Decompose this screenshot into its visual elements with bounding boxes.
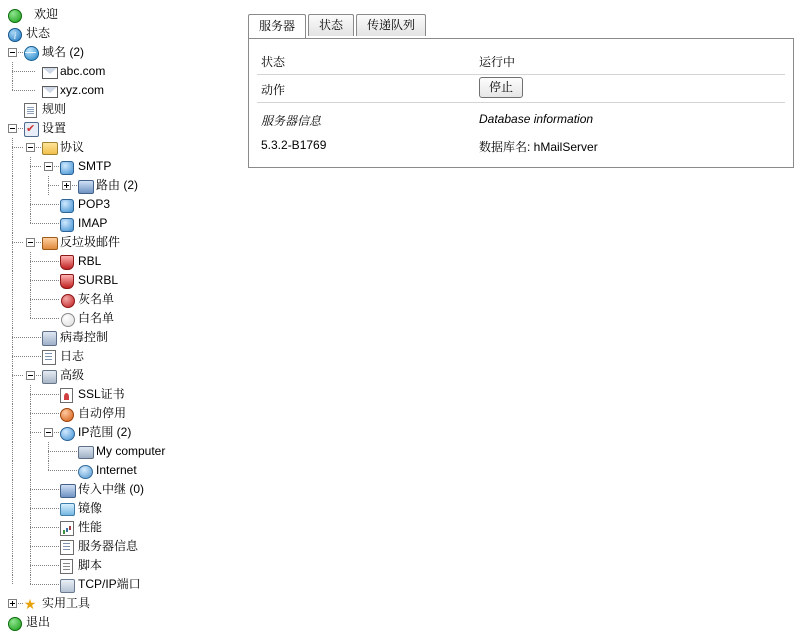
row-server-info-header (249, 106, 793, 134)
virus-icon (42, 331, 57, 346)
tree-item-tcpip-ports[interactable]: TCP/IP端口 (0, 575, 240, 594)
tree-item-domain-abc[interactable]: abc.com (0, 62, 240, 81)
tree-item-my-computer[interactable]: My computer (0, 442, 240, 461)
advanced-icon (42, 370, 57, 384)
expander-minus-icon[interactable] (44, 162, 53, 171)
node-icon (60, 161, 74, 175)
tree-item-autoban[interactable]: 自动停用 (0, 404, 240, 423)
tree-item-server-info[interactable]: 服务器信息 (0, 537, 240, 556)
expander-minus-icon[interactable] (8, 48, 17, 57)
tab-panel-server (248, 38, 794, 168)
server-status-panel (248, 14, 794, 169)
expander-plus-icon[interactable] (8, 599, 17, 608)
tcpip-icon (60, 579, 75, 593)
tree-item-smtp[interactable]: SMTP (0, 157, 240, 176)
tree-item-performance[interactable]: 性能 (0, 518, 240, 537)
status-value: 运行中 (479, 55, 516, 69)
document-icon (24, 103, 37, 118)
database-info-header-label: Database information (479, 112, 594, 126)
shield-icon (60, 274, 74, 289)
stop-button[interactable]: 停止 (479, 77, 523, 98)
tab-server[interactable] (248, 14, 306, 38)
info-circle-icon (8, 28, 22, 42)
star-icon: ★ (23, 596, 37, 612)
tree-item-status[interactable]: i 状态 (0, 24, 240, 43)
green-circle-icon (8, 617, 22, 631)
node-icon (60, 199, 74, 213)
mirror-icon (60, 503, 75, 516)
white-list-icon (61, 313, 75, 327)
tree-item-scripts[interactable]: 脚本 (0, 556, 240, 575)
expander-minus-icon[interactable] (44, 428, 53, 437)
log-icon (42, 350, 56, 365)
tree-item-rbl[interactable]: RBL (0, 252, 240, 271)
route-icon (78, 180, 94, 194)
ip-range-icon (60, 427, 75, 441)
script-icon (60, 559, 73, 574)
performance-icon (60, 521, 74, 536)
tree-item-greylisting[interactable]: 灰名单 (0, 290, 240, 309)
expander-minus-icon[interactable] (8, 124, 17, 133)
expander-minus-icon[interactable] (26, 143, 35, 152)
server-info-header-label: 服务器信息 (261, 114, 322, 128)
version-value: 5.3.2-B1769 (261, 138, 327, 152)
tree-item-routes[interactable]: 路由 (2) (0, 176, 240, 195)
tab-delivery-queue[interactable] (356, 14, 426, 36)
tree-item-antivirus[interactable]: 病毒控制 (0, 328, 240, 347)
tree-item-welcome[interactable]: 欢迎 (0, 5, 240, 24)
green-circle-icon (8, 9, 22, 23)
expander-minus-icon[interactable] (26, 238, 35, 247)
tree-item-surbl[interactable]: SURBL (0, 271, 240, 290)
tree-item-pop3[interactable]: POP3 (0, 195, 240, 214)
tree-item-internet[interactable]: Internet (0, 461, 240, 480)
tree-item-protocols[interactable]: 协议 (0, 138, 240, 157)
tree-item-domains[interactable]: 域名 (2) (0, 43, 240, 62)
internet-icon (78, 465, 93, 479)
tree-item-advanced[interactable]: 高级 (0, 366, 240, 385)
shield-icon (60, 255, 74, 270)
globe-icon (24, 46, 39, 61)
tree-item-incoming-relays[interactable]: 传入中继 (0) (0, 480, 240, 499)
tab-status-label: 状态 (319, 18, 344, 32)
autoban-icon (60, 408, 74, 422)
row-version (249, 132, 793, 160)
tree-item-utilities[interactable]: ★ 实用工具 (0, 594, 240, 613)
action-label: 动作 (261, 83, 286, 97)
database-name-value: 数据库名: hMailServer (479, 140, 598, 154)
tree-item-mirror[interactable]: 镜像 (0, 499, 240, 518)
computer-icon (78, 446, 94, 459)
expander-minus-icon[interactable] (26, 371, 35, 380)
tree-item-antispam[interactable]: 反垃圾邮件 (0, 233, 240, 252)
certificate-icon (60, 388, 73, 403)
server-info-icon (60, 540, 74, 555)
expander-plus-icon[interactable] (62, 181, 71, 190)
node-icon (60, 218, 74, 232)
tree-item-domain-xyz[interactable]: xyz.com (0, 81, 240, 100)
tab-strip[interactable] (248, 14, 794, 38)
folder-icon (42, 142, 58, 155)
tree-item-whitelist[interactable]: 白名单 (0, 309, 240, 328)
status-label: 状态 (261, 55, 286, 69)
tree-item-rules[interactable]: 规则 (0, 100, 240, 119)
relay-icon (60, 484, 76, 498)
row-divider (257, 102, 785, 103)
antispam-icon (42, 237, 58, 250)
tree-item-imap[interactable]: IMAP (0, 214, 240, 233)
tree-item-logging[interactable]: 日志 (0, 347, 240, 366)
tab-delivery-queue-label: 传递队列 (367, 18, 416, 32)
tree-item-ip-ranges[interactable]: IP范围 (2) (0, 423, 240, 442)
tab-server-label: 服务器 (259, 19, 296, 33)
navigation-tree[interactable] (0, 0, 240, 630)
envelope-icon (42, 67, 58, 79)
tree-item-exit[interactable]: 退出 (0, 613, 240, 632)
settings-check-icon (24, 122, 39, 137)
row-status (249, 47, 793, 75)
tree-item-settings[interactable]: ✔ 设置 (0, 119, 240, 138)
row-action (249, 75, 793, 103)
envelope-icon (42, 86, 58, 98)
gray-list-icon (61, 294, 75, 308)
tab-status[interactable] (308, 14, 354, 36)
tree-item-ssl-certificates[interactable]: SSL证书 (0, 385, 240, 404)
